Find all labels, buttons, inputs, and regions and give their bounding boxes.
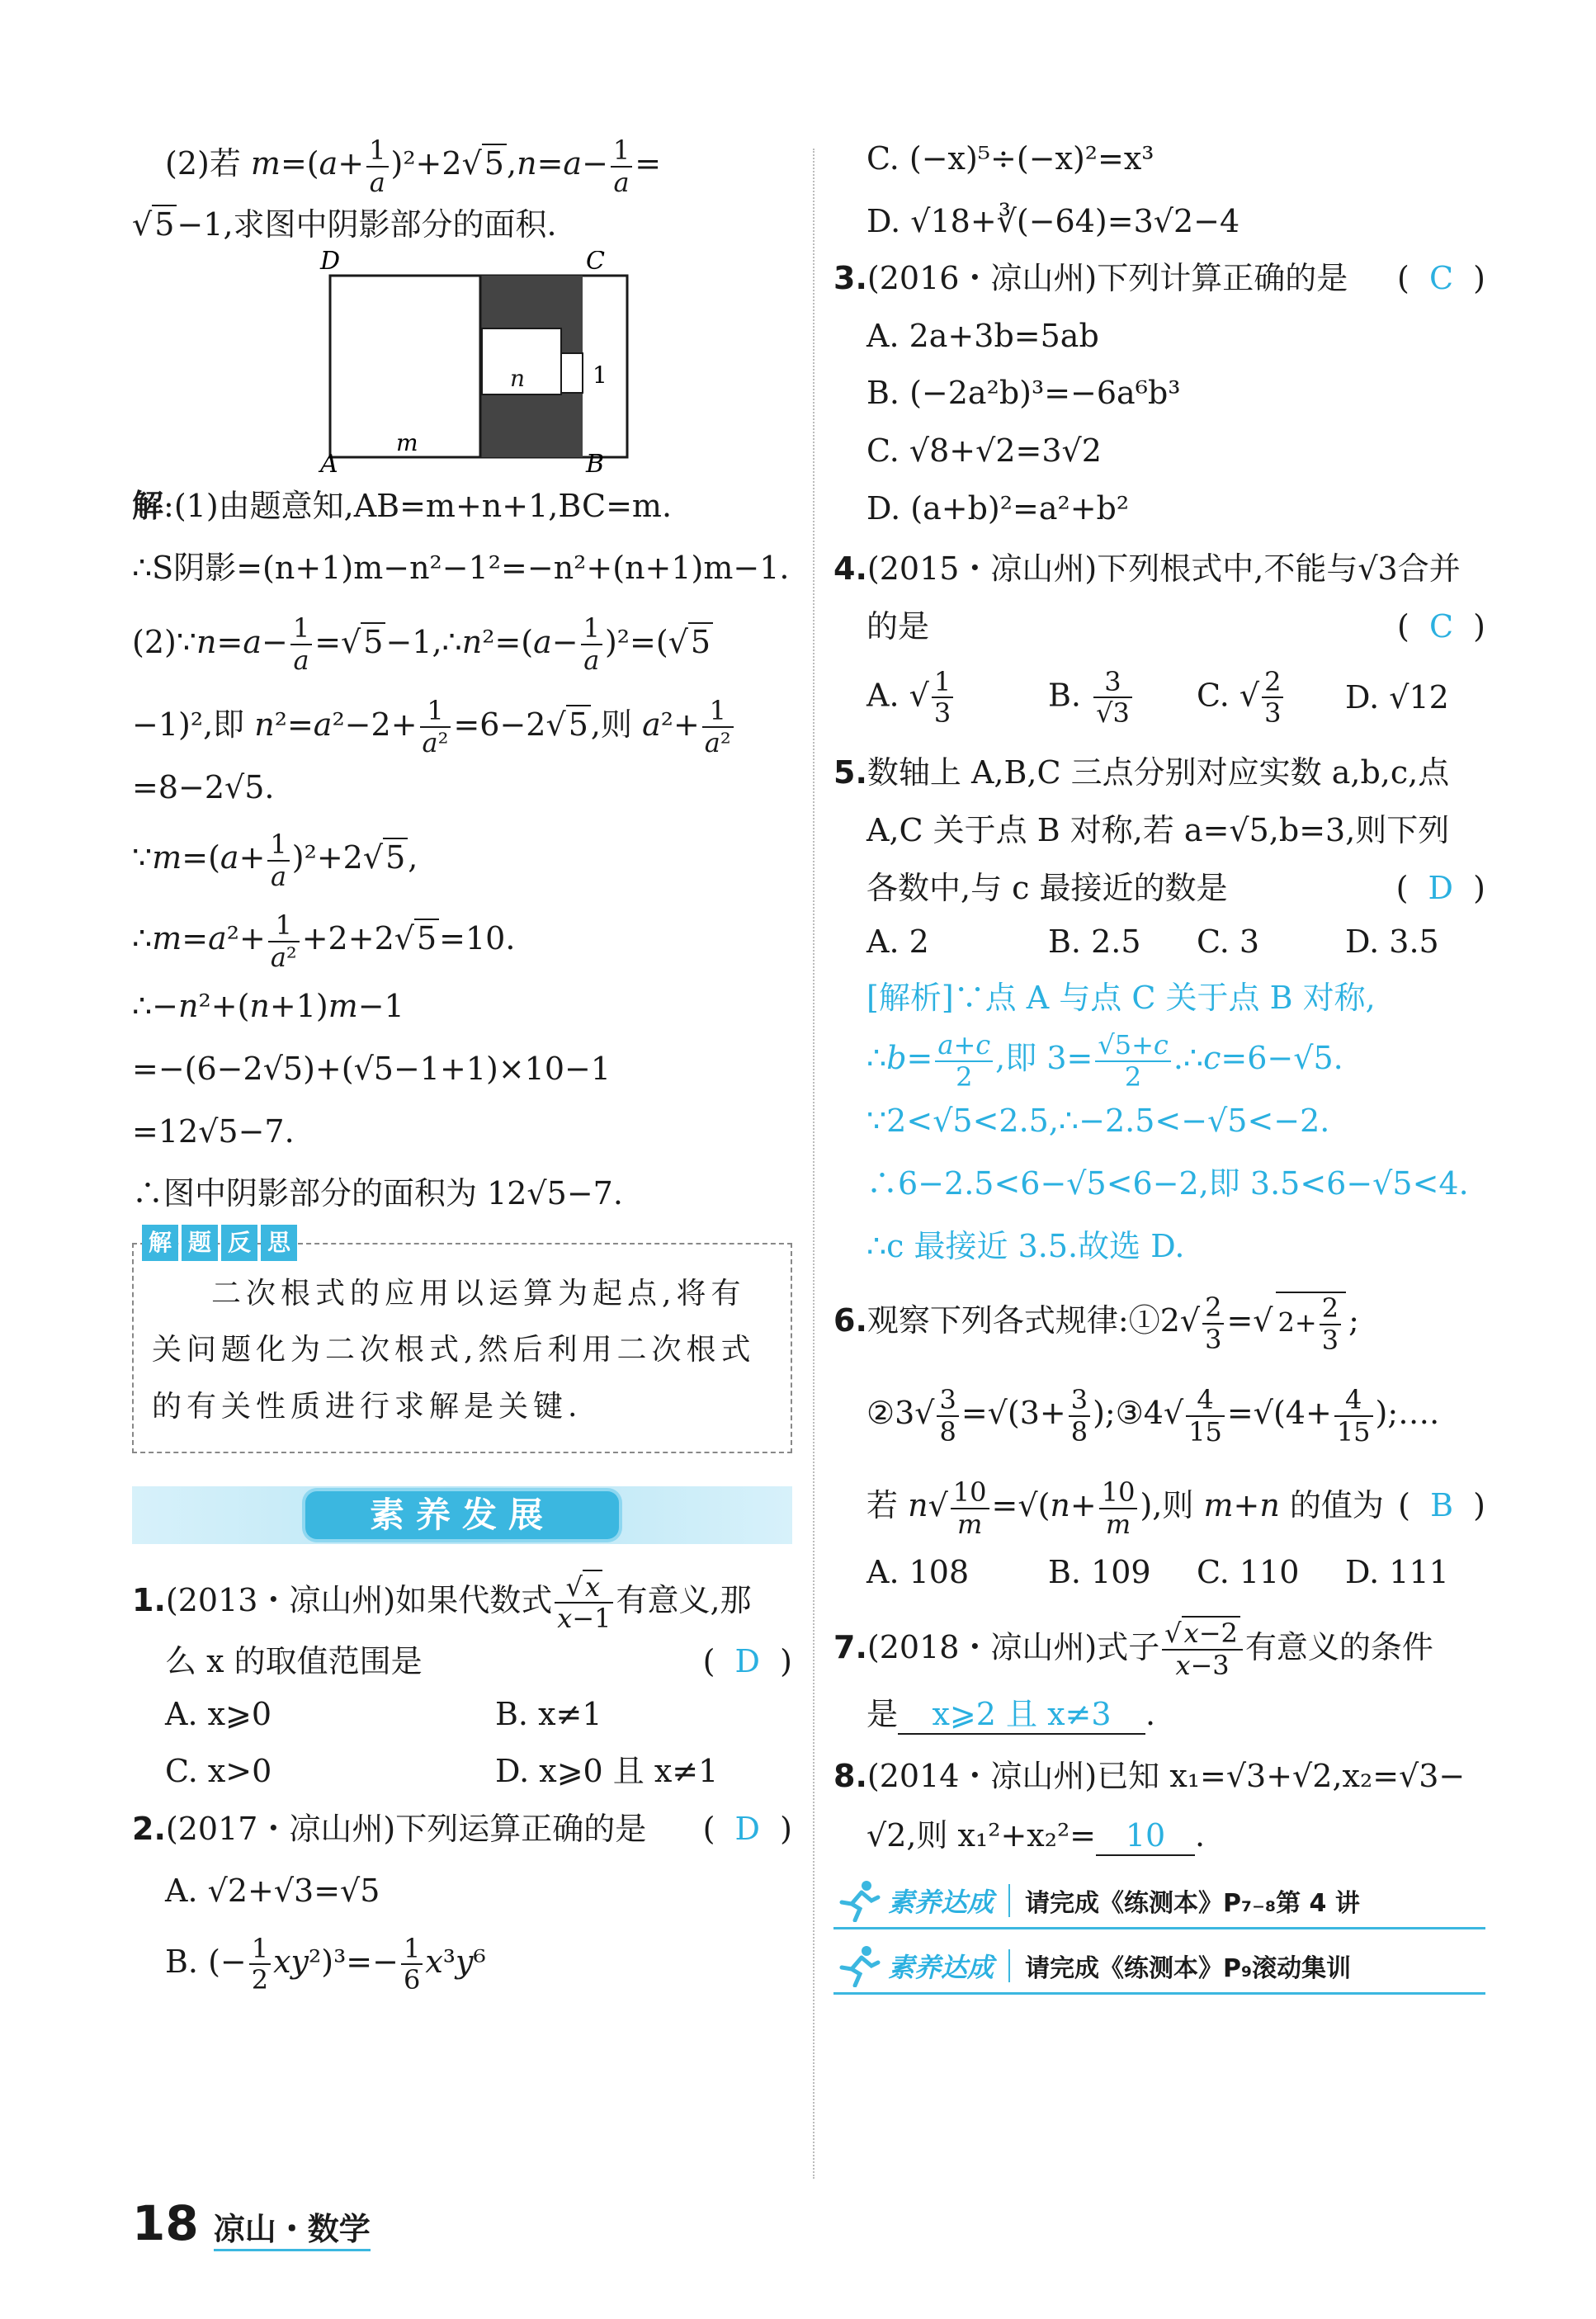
- option: B. 109: [1048, 1554, 1151, 1591]
- practice-link-2[interactable]: [833, 1944, 1485, 1995]
- q6-line2: ②3√ $\frac{3}{8}$ =√(3+ $\frac{3}{8}$ );③4√ $\frac{4}{15}$ =√(4+ $\frac{4}{15}$ );….: [866, 1383, 1440, 1448]
- label-C: C: [586, 250, 605, 276]
- tag-char: 思: [261, 1225, 297, 1261]
- option: D. √12: [1345, 678, 1449, 716]
- section-banner: [132, 1486, 792, 1544]
- q2-intro: (2)若: [165, 145, 241, 182]
- q6-line3: 若 n√ $\frac{10}{m}$ =√(n+ $\frac{10}{m}$ ),则 m+n 的值为 ( B ): [833, 1468, 1485, 1542]
- option: A. 2: [866, 923, 929, 961]
- option: C. 3: [1197, 923, 1260, 961]
- option: D. 111: [1345, 1554, 1449, 1591]
- label-B: B: [586, 449, 605, 474]
- option: C. √ $\frac{2}{3}$: [1197, 667, 1345, 730]
- right-column: [833, 140, 1485, 1995]
- link-tag: 素养达成: [888, 1952, 994, 1984]
- label-m: m: [396, 428, 418, 456]
- q3-option-a: A. 2a+3b=5ab: [866, 317, 1099, 354]
- label-one: 1: [593, 361, 607, 389]
- solution-line7: ∴m=a²+ $\frac{1}{\text{a²}}$ +2+2√5=10.: [132, 909, 516, 973]
- q1-options-row2: [132, 1753, 792, 1791]
- solution-line10: =12√5−7.: [132, 1112, 295, 1150]
- q2-stem: (2017・凉山州)下列运算正确的是: [165, 1810, 647, 1847]
- q5-options: [833, 923, 1485, 961]
- q1-stem-c: 么 x 的取值范围是: [165, 1642, 423, 1679]
- question-number: 5.: [833, 754, 867, 791]
- option: A. x⩾0: [165, 1695, 272, 1732]
- rectangle-figure: [314, 251, 792, 477]
- tag-char: 解: [142, 1225, 178, 1261]
- label-D: D: [320, 250, 341, 276]
- q8-answer: 10: [1096, 1817, 1195, 1857]
- reflection-text: 二次根式的应用以运算为起点,将有关问题化为二次根式,然后利用二次根式的有关性质进行求解是关键.: [152, 1276, 756, 1424]
- q5-analysis-line3: ∵2<√5<2.5,∴−2.5<−√5<−2.: [866, 1103, 1330, 1140]
- q1-stem-b: 有意义,那: [616, 1581, 752, 1618]
- q3-stem: (2016・凉山州)下列计算正确的是: [866, 260, 1348, 297]
- link-separator: [1008, 1949, 1010, 1982]
- solution-line8: ∴−n²+(n+1)m−1: [132, 988, 404, 1025]
- q2-option-b: B. (− $\frac{1}{2}$ xy²)³=− $\frac{1}{6}$ x³y⁶: [165, 1932, 486, 1996]
- q3-option-c: C. √8+√2=3√2: [866, 432, 1102, 469]
- q3-option-d: D. (a+b)²=a²+b²: [866, 489, 1130, 527]
- q2-option-a: A. √2+√3=√5: [165, 1873, 380, 1910]
- solution-label: 解: [132, 486, 164, 524]
- q7-line2: 是 x⩾2 且 x≠3 .: [833, 1696, 1485, 1736]
- q7-answer: x⩾2 且 x≠3: [898, 1696, 1145, 1736]
- solution-step1: :(1)由题意知,AB=m+n+1,BC=m.: [163, 487, 673, 524]
- section-banner-title: 素养发展: [305, 1491, 619, 1539]
- q3-option-b: B. (−2a²b)³=−6a⁶b³: [866, 375, 1181, 412]
- question-number: 4.: [833, 550, 867, 588]
- q3-line: [833, 260, 1485, 298]
- q5-analysis-line4: ∴6−2.5<6−√5<6−2,即 3.5<6−√5<4.: [866, 1164, 1469, 1202]
- q6-answer: ( B ): [1398, 1487, 1485, 1524]
- option: B. x≠1: [495, 1695, 602, 1732]
- q5-analysis-line1: [833, 980, 1485, 1018]
- option: C. 110: [1197, 1554, 1300, 1591]
- solution-line2: ∴S阴影=(n+1)m−n²−1²=−n²+(n+1)m−1.: [132, 550, 790, 587]
- solution-line1: [132, 487, 792, 526]
- practice-link-1[interactable]: [833, 1879, 1485, 1929]
- q1-answer: ( D ): [702, 1642, 792, 1679]
- q3-answer: ( C ): [1396, 260, 1485, 297]
- q5-line2: A,C 关于点 B 对称,若 a=√5,b=3,则下列: [866, 811, 1450, 848]
- option: B. 2.5: [1048, 923, 1141, 961]
- q4-line1: [833, 550, 1485, 588]
- option: A. 108: [866, 1554, 970, 1591]
- q5-analysis-line5: ∴c 最接近 3.5.故选 D.: [866, 1227, 1185, 1264]
- q5-line1-text: 数轴上 A,B,C 三点分别对应实数 a,b,c,点: [866, 754, 1450, 791]
- option: B. $\frac{3}{√3}$: [1048, 667, 1197, 730]
- q6-options: [833, 1554, 1485, 1592]
- solution-line4: −1)²,即 n²=a²−2+ $\frac{1}{\text{a²}}$ =6−2√5,则 a²+ $\frac{1}{\text{a²}}$: [132, 692, 792, 758]
- solution-line9: =−(6−2√5)+(√5−1+1)×10−1: [132, 1050, 611, 1087]
- q8-stem-b: √2,则 x₁²+x₂²=: [866, 1816, 1097, 1854]
- q2-line: [132, 1811, 792, 1849]
- q5-analysis-line2: ∴b= $\frac{a+c}{2}$ ,即 3= $\frac{√5+c}{2}$ .∴c=6−√5.: [866, 1029, 1343, 1093]
- q2-option-c: C. (−x)⁵÷(−x)²=x³: [866, 140, 1155, 177]
- q5-line3-text: 各数中,与 c 最接近的数是: [866, 869, 1228, 906]
- q4-stem-a: (2015・凉山州)下列根式中,不能与√3合并: [866, 550, 1461, 588]
- question-number: 7.: [833, 1628, 867, 1665]
- q7-line1: 7.(2018・凉山州)式子 $\frac{√x-2}{x-3}$ 有意义的条件: [833, 1618, 1433, 1682]
- analysis-label: [解析]: [866, 979, 954, 1016]
- question-number: 3.: [833, 260, 867, 297]
- question-number: 6.: [833, 1302, 867, 1339]
- left-column: [132, 124, 792, 1995]
- option: D. x⩾0 且 x≠1: [495, 1753, 719, 1790]
- runner-icon: [833, 1944, 883, 1987]
- q5-line1: [833, 754, 1485, 792]
- q4-stem-b: 的是: [866, 607, 930, 645]
- q6-stem: 观察下列各式规律:: [866, 1302, 1129, 1339]
- link-separator: [1008, 1884, 1010, 1917]
- solution-line5: =8−2√5.: [132, 768, 275, 805]
- q2-answer: ( D ): [702, 1810, 792, 1847]
- option: C. x>0: [165, 1753, 272, 1790]
- q8-line1: [833, 1758, 1485, 1796]
- q8-stem-a: (2014・凉山州)已知 x₁=√3+√2,x₂=√3−: [866, 1758, 1466, 1795]
- q5-line3: [833, 870, 1485, 908]
- q1-stem-a: (2013・凉山州)如果代数式: [165, 1581, 553, 1618]
- page-number: 18: [132, 2195, 199, 2251]
- rectangle-diagram: [314, 251, 644, 474]
- reflection-tag: [142, 1225, 297, 1261]
- q7-stem-a: (2018・凉山州)式子: [866, 1628, 1160, 1665]
- page-footer: [132, 2195, 371, 2251]
- q7-stem-c: 是: [866, 1695, 899, 1732]
- reflection-box: [132, 1228, 792, 1453]
- solution-line3: (2)∵n=a− $\frac{1}{a}$ =√5−1,∴n²=(a− $\frac{1}{a}$ )²=(√5: [132, 609, 792, 675]
- column-divider: [813, 149, 815, 2179]
- q5-answer: ( D ): [1395, 869, 1485, 906]
- solution-line11: ∴图中阴影部分的面积为 12√5−7.: [132, 1175, 623, 1212]
- option: A. √ $\frac{1}{3}$: [866, 667, 1048, 730]
- q8-line2: √2,则 x₁²+x₂²= 10 .: [833, 1817, 1485, 1857]
- q4-answer: ( C ): [1396, 607, 1485, 645]
- solution-line6: ∵m=(a+ $\frac{1}{a}$ )²+2√5,: [132, 829, 418, 892]
- q1-line2: [132, 1643, 792, 1681]
- label-n: n: [510, 364, 526, 392]
- q1-line1: 1.(2013・凉山州)如果代数式 $\frac{√x}{x-1}$ 有意义,那: [132, 1570, 752, 1635]
- link-text: 请完成《练测本》P₇₋₈第 4 讲: [1025, 1889, 1360, 1919]
- tag-char: 反: [221, 1225, 257, 1261]
- link-text: 请完成《练测本》P₉滚动集训: [1025, 1954, 1352, 1984]
- q2-condition-line2: √5−1,求图中阴影部分的面积.: [132, 206, 557, 243]
- label-A: A: [320, 449, 338, 474]
- tag-char: 题: [182, 1225, 218, 1261]
- option: D. 3.5: [1345, 923, 1439, 961]
- q1-options-row1: [132, 1696, 792, 1734]
- q6-line1: 6.观察下列各式规律:①2√ $\frac{2}{3}$ =√ 2+ $\frac{2}{3}$ ;: [833, 1291, 1359, 1356]
- link-tag: 素养达成: [888, 1887, 994, 1919]
- q7-stem-b: 有意义的条件: [1244, 1628, 1433, 1665]
- analysis-text: ∵点 A 与点 C 关于点 B 对称,: [953, 979, 1376, 1016]
- q2-tail: ,求图中阴影部分的面积.: [223, 206, 557, 243]
- q2-condition-line1: (2)若 m=(a+ $\frac{1}{a}$ )²+2√5,n=a− $\frac{1}{a}$ =: [165, 134, 662, 198]
- q4-line2: [833, 608, 1485, 646]
- question-number: 8.: [833, 1758, 867, 1795]
- question-number: 1.: [132, 1581, 166, 1618]
- q2-option-d: D. √18+∛(−64)=3√2−4: [866, 202, 1240, 239]
- q4-options: [833, 660, 1485, 734]
- runner-icon: [833, 1879, 883, 1922]
- book-title: 凉山・数学: [214, 2203, 371, 2251]
- question-number: 2.: [132, 1810, 166, 1847]
